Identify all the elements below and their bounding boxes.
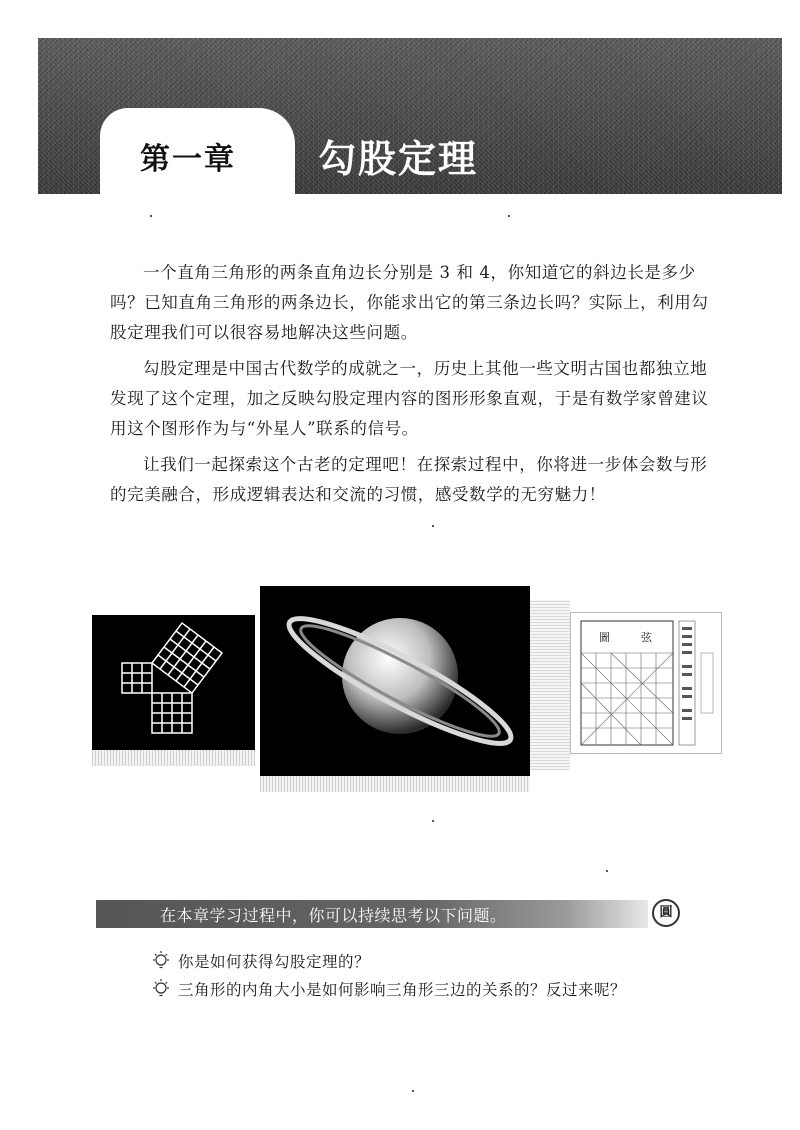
ancient-diagram-figure <box>571 613 721 753</box>
image-shadow <box>92 750 255 766</box>
scan-speck <box>412 1090 414 1092</box>
list-item <box>150 975 710 1003</box>
chapter-number: 第一章 <box>140 142 236 177</box>
ancient-diagram-image <box>570 612 722 754</box>
pythagoras-squares-image <box>92 615 255 750</box>
intro-paragraph: 让我们一起探索这个古老的定理吧！在探索过程中，你将进一步体会数与形的完美融合，形成逻辑表达和交流的习惯，感受数学的无穷魅力！ <box>110 455 708 504</box>
lightbulb-icon <box>150 950 172 972</box>
intro-section <box>110 258 722 516</box>
chapter-title: 勾股定理 <box>318 136 479 181</box>
saturn-figure <box>260 586 530 776</box>
diagram-label: 弦 <box>641 631 652 644</box>
scan-speck <box>150 215 152 217</box>
pythagoras-squares-figure <box>92 615 255 750</box>
intro-paragraph: 一个直角三角形的两条直角边长分别是 3 和 4，你知道它的斜边长是多少吗？已知直角三角形的两条边长，你能求出它的第三条边长吗？实际上，利用勾股定理我们可以很容易地解决这些问题。 <box>110 263 709 342</box>
image-shadow <box>260 776 530 792</box>
scan-speck <box>606 870 608 872</box>
lightbulb-icon <box>150 978 172 1000</box>
think-icon: 圓 <box>652 899 680 927</box>
scan-speck <box>432 525 434 527</box>
scan-speck <box>432 820 434 822</box>
question-text: 你是如何获得勾股定理的？ <box>178 953 371 971</box>
saturn-image <box>260 586 530 776</box>
question-list <box>150 947 710 1003</box>
scan-speck <box>508 215 510 217</box>
intro-paragraph: 勾股定理是中国古代数学的成就之一，历史上其他一些文明古国也都独立地发现了这个定理，加之反映勾股定理内容的图形形象直观，于是有数学家曾建议用这个图形作为与“外星人”联系的信号。 <box>110 359 709 438</box>
image-shadow <box>530 600 570 770</box>
list-item <box>150 947 710 975</box>
diagram-label: 圖 <box>599 631 610 644</box>
think-bar-text: 在本章学习过程中，你可以持续思考以下问题。 <box>160 906 507 925</box>
question-text: 三角形的内角大小是如何影响三角形三边的关系的？反过来呢？ <box>178 981 627 999</box>
